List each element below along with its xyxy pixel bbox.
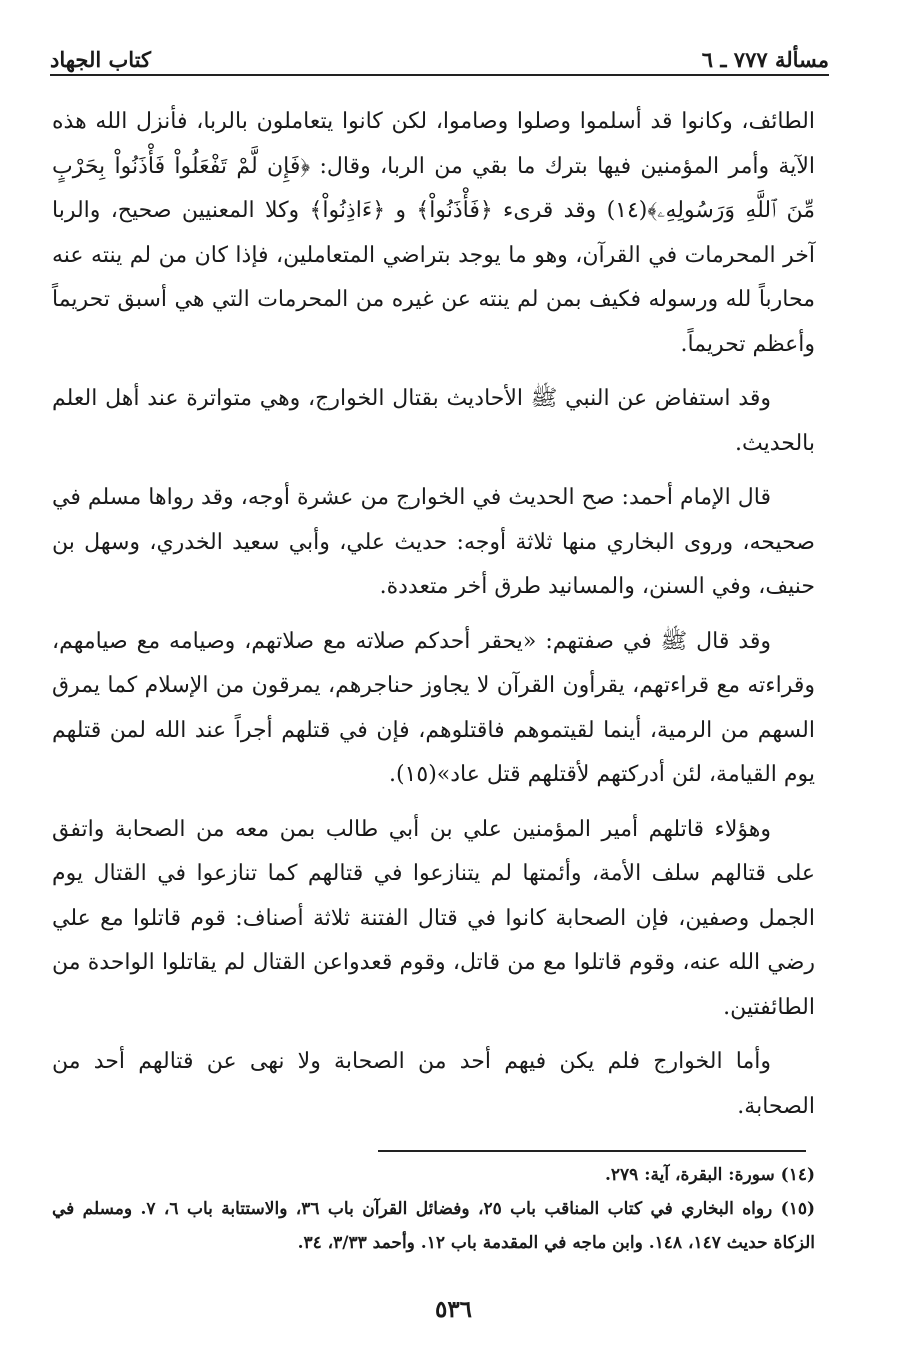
page-number: ٥٣٦ [434, 1296, 473, 1323]
paragraph: وهؤلاء قاتلهم أمير المؤمنين علي بن أبي طالب بمن معه من الصحابة واتفق على قتالهم سلف الأمة، وأئمتها لم يتنازعوا في قتالهم كما تنازعوا في القتال يوم الجمل وصفين، فإن الصحابة كانوا في قتال الفتنة ثلاثة أصناف: قوم قاتلوا مع علي رضي الله عنه، وقوم قاتلوا مع من قاتل، وقوم قعدواعن القتال لم يقاتلوا الواحدة من الطائفتين. [52, 816, 815, 1020]
header-chapter-title: كتاب الجهاد [50, 47, 152, 72]
footnotes [52, 1158, 815, 1260]
paragraph: وأما الخوارج فلم يكن فيهم أحد من الصحابة ولا نهى عن قتالهم أحد من الصحابة. [52, 1049, 815, 1119]
footnote-14: (١٤) سورة: البقرة، آية: ٢٧٩. [604, 1165, 815, 1185]
footnote-15: (١٥) رواه البخاري في كتاب المناقب باب ٢٥، وفضائل القرآن باب ٣٦، والاستتابة باب ٦، ٧. ومسلم في الزكاة حديث ١٤٧، ١٤٨. وابن ماجه في المقدمة باب ١٢. وأحمد ٣/٣٣، ٣٤. [52, 1199, 815, 1253]
paragraph: الطائف، وكانوا قد أسلموا وصلوا وصاموا، لكن كانوا يتعاملون بالربا، فأنزل الله هذه الآية وأمر المؤمنين فيها بترك ما بقي من الربا، وقال: ﴿فَإِن لَّمْ تَفْعَلُواْ فَأْذَنُواْ بِحَرْبٍ مِّنَ ٱللَّهِ وَرَسُولِهِۦ﴾(١٤) وقد قرىء ﴿فَأْذَنُواْ﴾ و ﴿ءَاذِنُواْ﴾ وكلا المعنيين صحيح، والربا آخر المحرمات في القرآن، وهو ما يوجد بتراضي المتعاملين، فإذا كان من لم ينته عنه محارباً لله ورسوله فكيف بمن لم ينته عن غيره من المحرمات التي هي أسبق تحريماً وأعظم تحريماً. [52, 109, 815, 357]
header-issue-number: مسألة ٧٧٧ ـ ٦ [701, 47, 829, 72]
main-text [52, 100, 815, 1139]
footnote-divider [378, 1150, 806, 1152]
paragraph: وقد استفاض عن النبي ﷺ الأحاديث بقتال الخوارج، وهي متواترة عند أهل العلم بالحديث. [52, 386, 815, 456]
paragraph: وقد قال ﷺ في صفتهم: «يحقر أحدكم صلاته مع صلاتهم، وصيامه مع صيامهم، وقراءته مع قراءتهم، يقرأون القرآن لا يجاوز حناجرهم، يمرقون من الإسلام كما يمرق السهم من الرمية، أينما لقيتموهم فاقتلوهم، فإن في قتلهم أجراً عند الله لمن قتلهم يوم القيامة، لئن أدركتهم لأقتلهم قتل عاد»(١٥). [52, 628, 815, 787]
paragraph: قال الإمام أحمد: صح الحديث في الخوارج من عشرة أوجه، وقد رواها مسلم في صحيحه، وروى البخاري منها ثلاثة أوجه: حديث علي، وأبي سعيد الخدري، وسهل بن حنيف، وفي السنن، والمسانيد طرق أخر متعددة. [52, 485, 815, 599]
running-header [50, 36, 829, 76]
